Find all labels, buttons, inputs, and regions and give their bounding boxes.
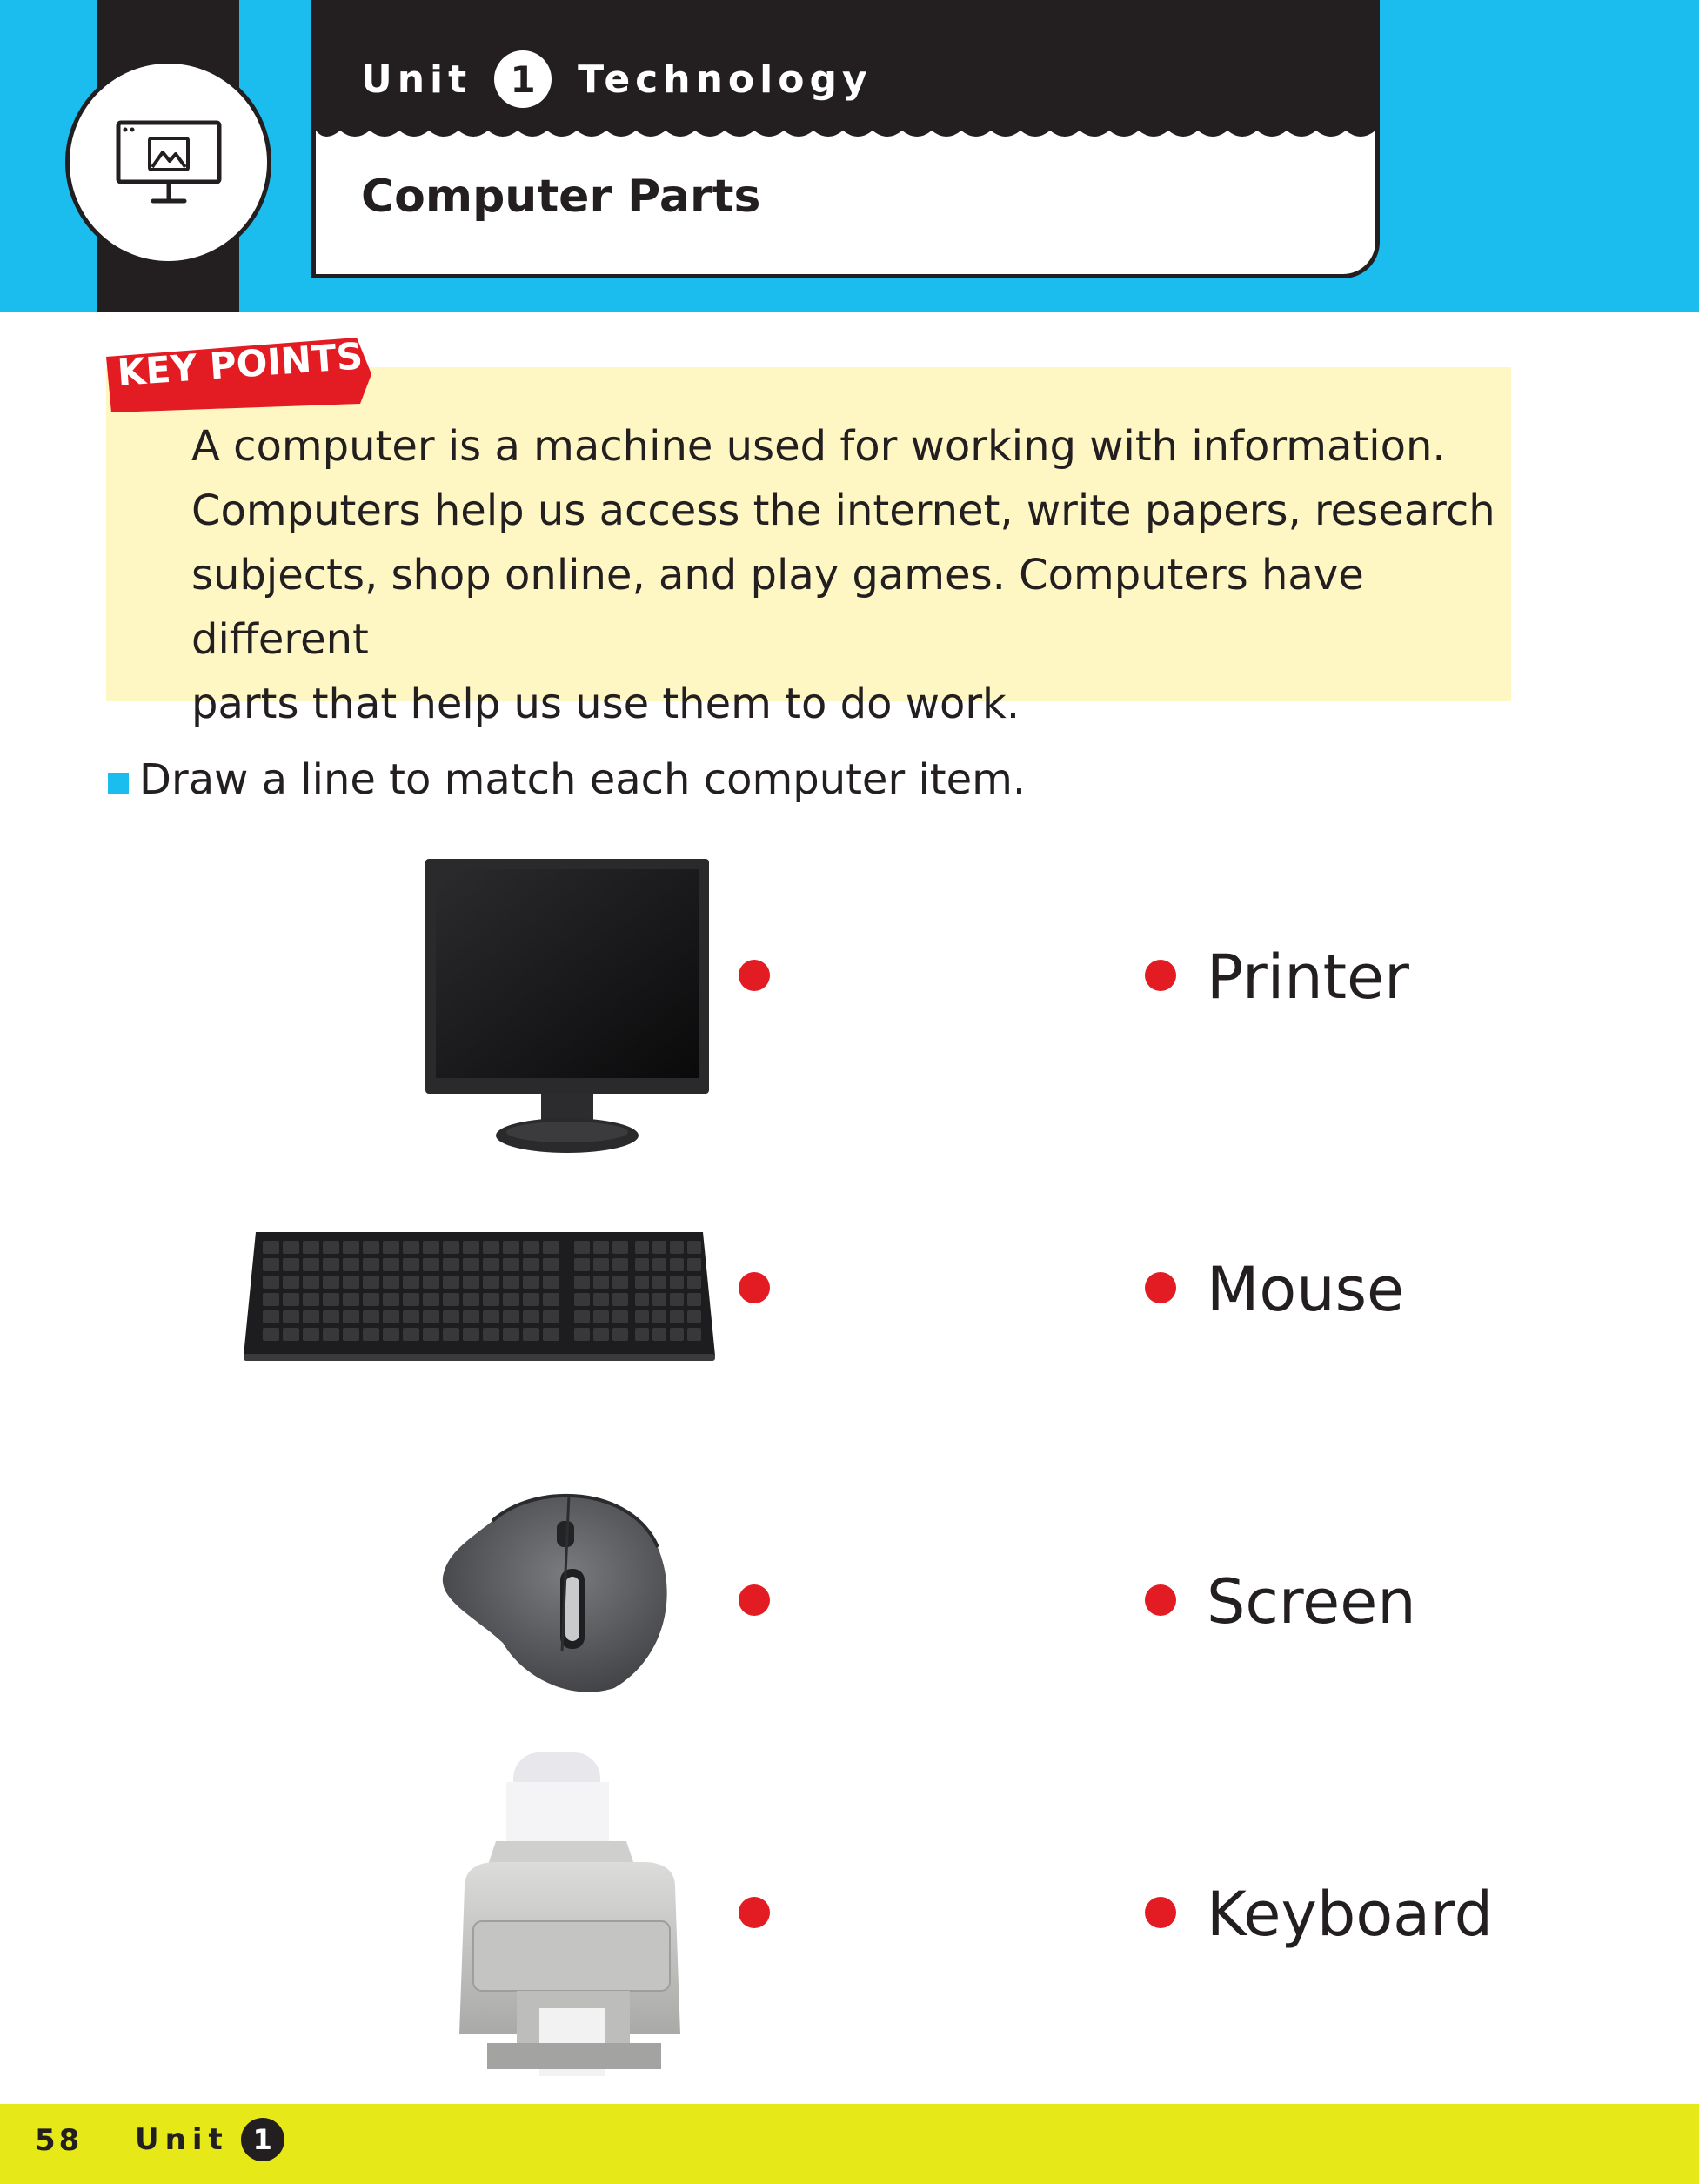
monitor-picture <box>424 857 711 1158</box>
match-word-printer: Printer <box>1207 941 1409 1013</box>
unit-icon-badge <box>65 59 271 265</box>
match-word-keyboard: Keyboard <box>1207 1879 1494 1950</box>
key-points-tag-label: KEY POINTS <box>116 334 365 394</box>
key-points-line: parts that help us use them to do work. <box>191 680 1020 728</box>
key-points-line: A computer is a machine used for working with information. <box>191 422 1446 471</box>
key-points-text <box>191 414 1496 736</box>
match-dot-left[interactable] <box>739 1272 770 1303</box>
match-word-mouse: Mouse <box>1207 1254 1405 1325</box>
footer-unit-label: Unit <box>135 2122 229 2157</box>
title-card <box>311 0 1380 278</box>
page-number: 58 <box>35 2123 84 2158</box>
footer-unit <box>135 2118 284 2161</box>
instruction-text: Draw a line to match each computer item. <box>139 755 1027 804</box>
match-dot-left[interactable] <box>739 1584 770 1616</box>
match-dot-right[interactable] <box>1145 1272 1176 1303</box>
unit-subject: Technology <box>578 57 873 102</box>
match-dot-right[interactable] <box>1145 1897 1176 1928</box>
key-points-line: Computers help us access the internet, write papers, research <box>191 486 1495 535</box>
match-dot-right[interactable] <box>1145 1584 1176 1616</box>
keyboard-picture <box>244 1229 716 1363</box>
match-dot-left[interactable] <box>739 960 770 991</box>
mouse-picture <box>440 1486 684 1695</box>
footer-unit-number: 1 <box>241 2118 284 2161</box>
page-title: Computer Parts <box>361 171 761 223</box>
match-dot-right[interactable] <box>1145 960 1176 991</box>
match-dot-left[interactable] <box>739 1897 770 1928</box>
key-points-line: subjects, shop online, and play games. Computers have different <box>191 551 1364 664</box>
title-wave <box>316 120 1375 141</box>
instruction-bullet <box>108 773 129 794</box>
unit-heading <box>361 50 873 108</box>
match-word-screen: Screen <box>1207 1566 1416 1638</box>
unit-number-badge: 1 <box>494 50 552 108</box>
printer-picture <box>452 1747 692 2078</box>
unit-label: Unit <box>361 57 472 102</box>
monitor-image-icon <box>115 119 223 206</box>
